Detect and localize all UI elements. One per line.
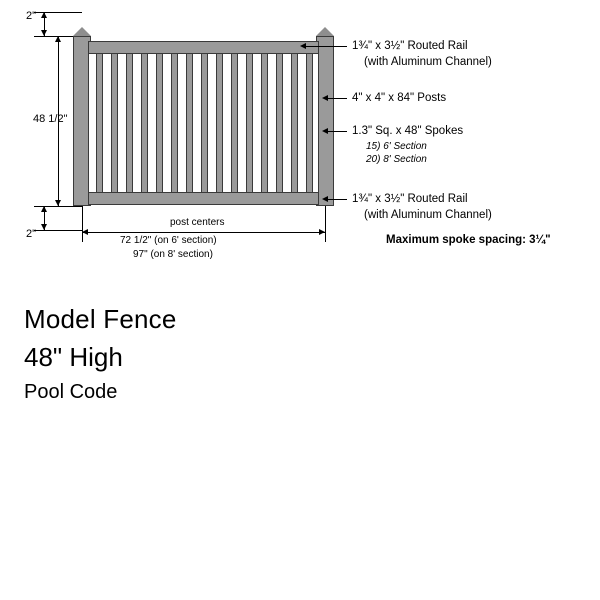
spoke [96,54,103,192]
spoke [291,54,298,192]
width-6ft-label: 72 1/2" (on 6' section) [120,235,217,246]
post-centers-dimension-line [82,232,325,233]
callout-top-rail-arrow [300,43,306,49]
callout-spokes-arrow [322,128,328,134]
spoke [201,54,208,192]
width-extension-left [82,206,83,242]
callout-bottom-rail-line1: 1¾" x 3½" Routed Rail [352,193,468,205]
width-extension-right [325,206,326,242]
spoke [156,54,163,192]
model-name: Model Fence [24,304,177,334]
callout-spokes-leader [328,131,347,132]
callout-top-rail [352,39,492,70]
spoke [126,54,133,192]
height-label: 48 1/2" [33,113,68,125]
spoke [186,54,193,192]
callout-spokes-sub-6ft: 15) 6' Section [366,140,427,152]
spoke [141,54,148,192]
callout-posts-leader [328,98,347,99]
callout-bottom-rail [352,192,492,223]
callout-bottom-rail-arrow [322,196,328,202]
model-code: Pool Code [24,381,118,403]
max-spoke-spacing-note: Maximum spoke spacing: 3¼" [386,234,551,246]
callout-spokes [352,124,463,167]
spoke [231,54,238,192]
right-post-cap-icon [316,27,334,36]
callout-bottom-rail-leader [328,199,347,200]
fence-elevation-drawing [0,0,600,290]
bottom-reference-line [34,230,82,231]
spoke [306,54,313,192]
spoke [111,54,118,192]
width-8ft-label: 97" (on 8' section) [133,249,213,260]
bottom-rail [88,192,319,205]
bottom-gap-arrow-up [41,206,47,212]
post-centers-arrow-right [319,229,325,235]
callout-top-rail-line2: (with Aluminum Channel) [364,55,492,68]
callout-top-rail-leader [305,46,347,47]
callout-bottom-rail-line2: (with Aluminum Channel) [364,208,492,221]
spoke [261,54,268,192]
callout-posts-line1: 4" x 4" x 84" Posts [352,92,447,104]
spoke [216,54,223,192]
top-gap-label: 2" [26,10,37,22]
left-post-cap-icon [73,27,91,36]
bottom-gap-label: 2" [26,228,37,240]
spoke [276,54,283,192]
callout-top-rail-line1: 1¾" x 3½" Routed Rail [352,40,468,52]
title-block [24,300,444,408]
callout-spokes-line1: 1.3" Sq. x 48" Spokes [352,125,464,137]
post-centers-arrow-left [82,229,88,235]
model-height: 48" High [24,342,123,372]
callout-posts [352,91,446,107]
post-centers-label: post centers [170,217,225,228]
top-gap-arrow-up [41,12,47,18]
spoke [246,54,253,192]
top-rail [88,41,319,54]
spokes-area [88,54,319,192]
callout-posts-arrow [322,95,328,101]
callout-spokes-sub-8ft: 20) 8' Section [366,154,427,166]
spoke [171,54,178,192]
